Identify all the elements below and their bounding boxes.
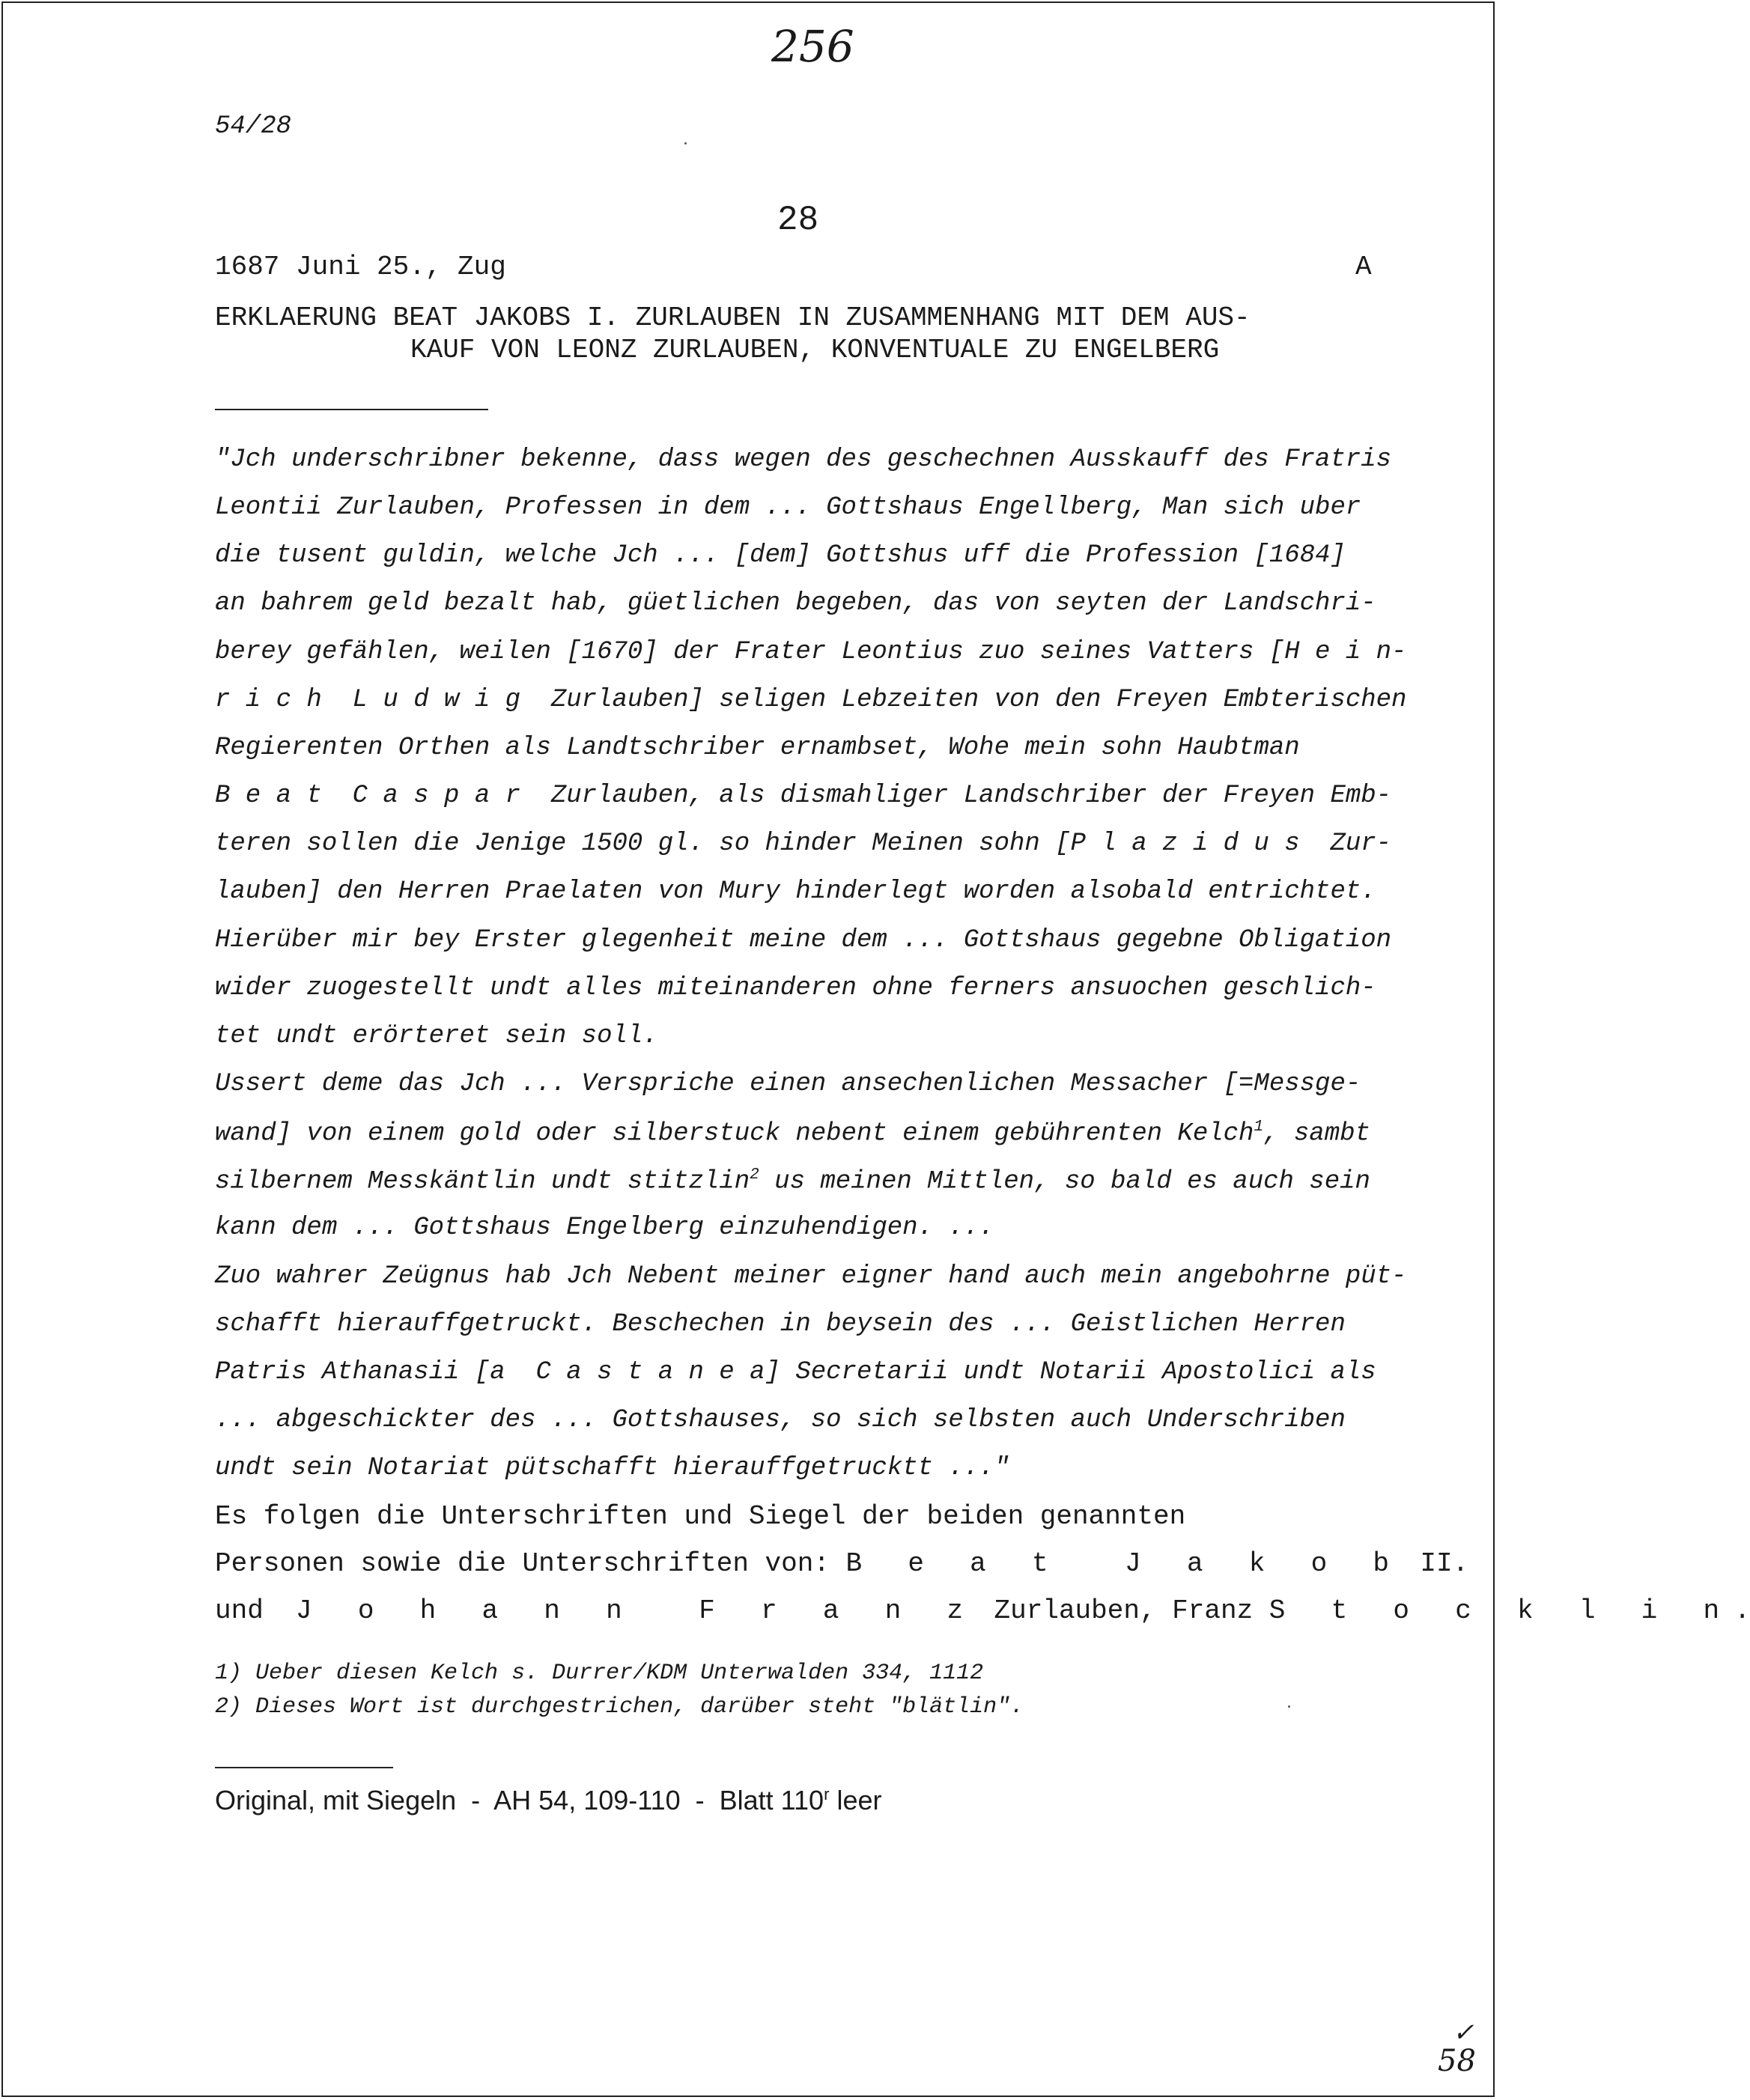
speck (684, 142, 687, 144)
spaced-name: B e a t J a k o b (845, 1548, 1404, 1579)
title-line-2: KAUF VON LEONZ ZURLAUBEN, KONVENTUALE ZU ENGELBERG (410, 335, 1220, 365)
quote-line: Leontii Zurlauben, Professen in dem ... Gottshaus Engellberg, Man sich uber (215, 493, 1361, 522)
archive-reference: 54/28 (215, 112, 292, 141)
summary-line (215, 1595, 1750, 1626)
quote-line-tail: us meinen Mittlen, so bald es auch sein (759, 1167, 1370, 1196)
source-text: Original, mit Siegeln - AH 54, 109-110 - Blatt 110 (215, 1785, 824, 1816)
title-line-1: ERKLAERUNG BEAT JAKOBS I. ZURLAUBEN IN ZUSAMMENHANG MIT DEM AUS- (215, 302, 1251, 333)
source-superscript: r (824, 1785, 830, 1804)
quote-line: Zuo wahrer Zeügnus hab Jch Nebent meiner eigner hand auch mein angebohrne püt- (215, 1262, 1407, 1291)
quote-line: kann dem ... Gottshaus Engelberg einzuhendigen. ... (215, 1214, 994, 1242)
footnote: 1) Ueber diesen Kelch s. Durrer/KDM Unterwalden 334, 1112 (215, 1661, 984, 1686)
document-number: 28 (777, 201, 819, 240)
quote-line (215, 1118, 1370, 1148)
category-letter: A (1355, 252, 1372, 282)
speck (1288, 1705, 1290, 1708)
quote-line: "Jch underschribner bekenne, dass wegen des geschechnen Ausskauff des Fratris (215, 445, 1392, 474)
date-place: 1687 Juni 25., Zug (215, 252, 506, 282)
quote-line-text: silbernem Messkäntlin undt stitzlin (215, 1167, 750, 1196)
quote-line: teren sollen die Jenige 1500 gl. so hinder Meinen sohn [P l a z i d u s Zur- (215, 830, 1392, 858)
quote-line: lauben] den Herren Praelaten von Mury hinderlegt worden alsobald entrichtet. (215, 877, 1376, 906)
quote-line: Regierenten Orthen als Landtschriber ernambset, Wohe mein sohn Haubtman (215, 734, 1300, 762)
spaced-name: J o h a n n F r a n z (296, 1595, 978, 1626)
quote-line: undt sein Notariat pütschafft hierauffgetrucktt ..." (215, 1454, 1009, 1482)
quote-line: ... abgeschickter des ... Gottshauses, so sich selbsten auch Underschriben (215, 1406, 1346, 1434)
quote-line: Patris Athanasii [a C a s t a n e a] Secretarii undt Notarii Apostolici als (215, 1358, 1376, 1387)
quote-line: r i c h L u d w i g Zurlauben] seligen Lebzeiten von den Freyen Embterischen (215, 686, 1407, 714)
summary-text: und (215, 1595, 264, 1626)
spaced-name: S t o c k l i n (1269, 1595, 1734, 1626)
corner-pencil-number: 58 (1438, 2044, 1476, 2078)
source-suffix: leer (829, 1785, 882, 1816)
summary-line (215, 1548, 1468, 1579)
quote-line: berey gefählen, weilen [1670] der Frater Leontius zuo seines Vatters [H e i n- (215, 638, 1407, 666)
quote-line: tet undt erörteret sein soll. (215, 1022, 658, 1050)
quote-line-text: wand] von einem gold oder silberstuck nebent einem gebührenten Kelch (215, 1119, 1254, 1148)
footnote-marker: 2 (750, 1166, 759, 1184)
roman-numeral: II. (1403, 1548, 1469, 1579)
quote-line (215, 1166, 1370, 1196)
quote-line: Hierüber mir bey Erster glegenheit meine dem ... Gottshaus gegebne Obligation (215, 926, 1392, 955)
quote-line: Ussert deme das Jch ... Verspriche einen ansechenlichen Messacher [=Messge- (215, 1070, 1361, 1098)
quote-line: schafft hierauffgetruckt. Beschechen in beysein des ... Geistlichen Herren (215, 1310, 1346, 1339)
footnote-divider (215, 1767, 393, 1768)
quote-line: die tusent guldin, welche Jch ... [dem] Gottshus uff die Profession [1684] (215, 541, 1346, 570)
title-divider (215, 409, 488, 410)
source-line (215, 1785, 882, 1816)
summary-text: Personen sowie die Unterschriften von: (215, 1548, 830, 1579)
quote-line: wider zuogestellt undt alles miteinanderen ohne ferners ansuochen geschlich- (215, 974, 1376, 1002)
summary-line: Es folgen die Unterschriften und Siegel der beiden genannten (215, 1501, 1186, 1532)
quote-line-tail: , sambt (1263, 1119, 1370, 1148)
summary-text: . (1734, 1595, 1750, 1626)
quote-line: B e a t C a s p a r Zurlauben, als dismahliger Landschriber der Freyen Emb- (215, 782, 1392, 810)
handwritten-page-number: 256 (771, 21, 854, 72)
footnote-marker: 1 (1254, 1118, 1264, 1136)
summary-text: Zurlauben, Franz (977, 1595, 1269, 1626)
footnote: 2) Dieses Wort ist durchgestrichen, darüber steht "blätlin". (215, 1694, 1024, 1720)
checkmark-mark: ✓ (1453, 2018, 1474, 2048)
quote-line: an bahrem geld bezalt hab, güetlichen begeben, das von seyten der Landschri- (215, 589, 1376, 618)
